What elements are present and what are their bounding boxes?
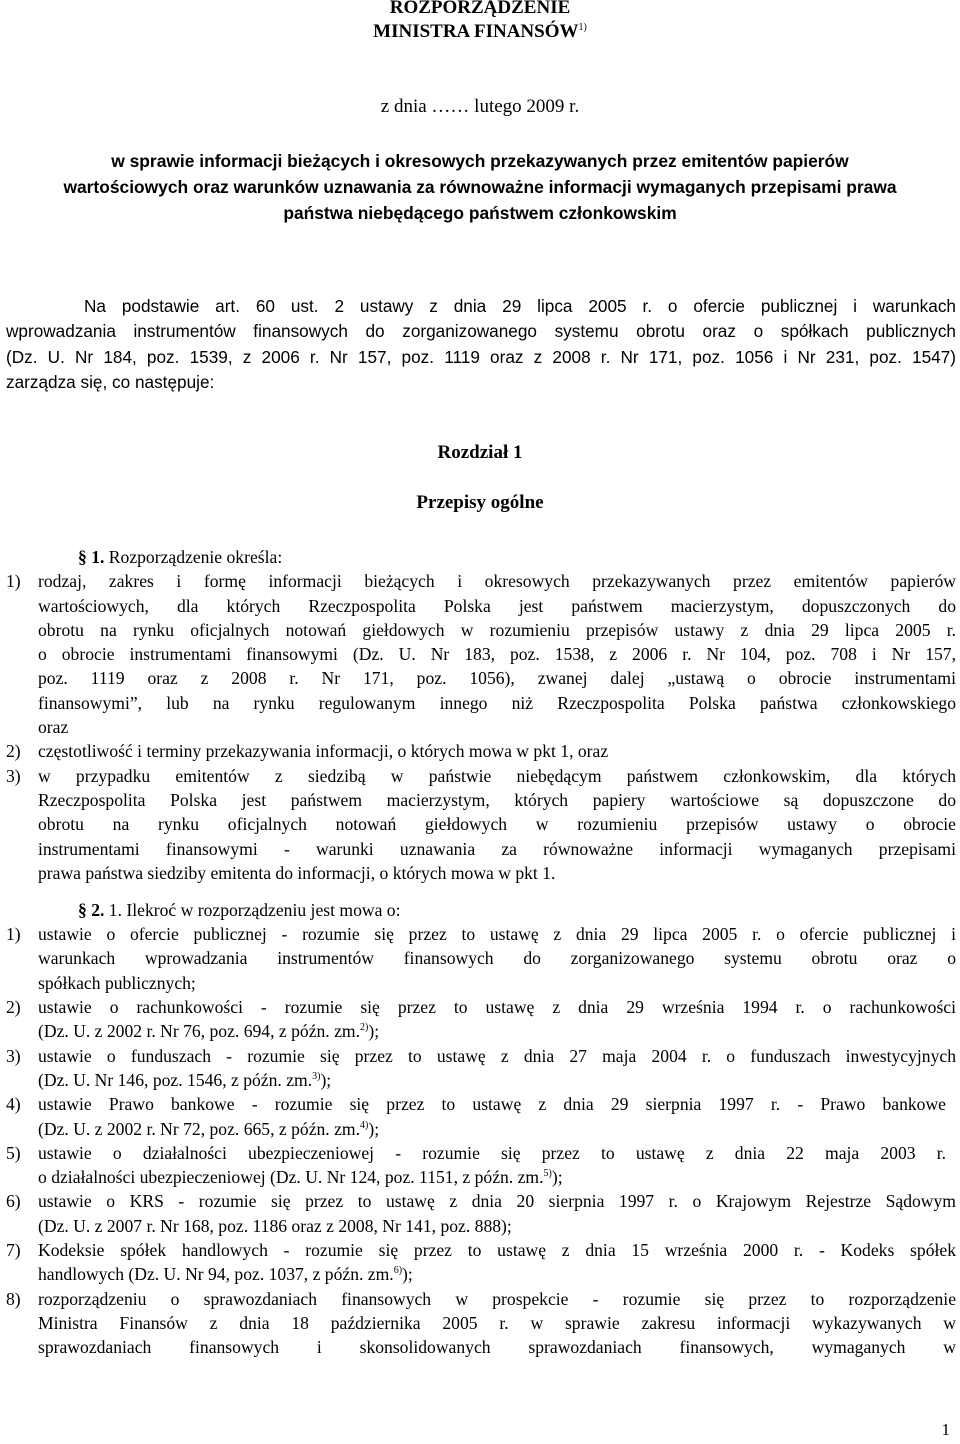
preamble-line: wprowadzania instrumentów finansowych do zorganizowanego systemu obrotu oraz o spółkach publicznych: [6, 321, 956, 341]
item-line: ustawie Prawo bankowe - rozumie się przez to ustawę z dnia 29 sierpnia 1997 r. - Prawo bankowe: [38, 1094, 946, 1114]
item-line: ustawie o działalności ubezpieczeniowej - rozumie się przez to ustawę z dnia 22 maja 2003 r.: [38, 1143, 946, 1163]
document-title: ROZPORZĄDZENIE: [389, 0, 571, 18]
section-number: § 2.: [78, 900, 105, 920]
item-line: instrumentami finansowymi - warunki uznawania za równoważne informacji wymaganych przepisami: [38, 839, 956, 859]
subject-line: w sprawie informacji bieżących i okresowych przekazywanych przez emitentów papierów: [111, 151, 849, 171]
section-number: § 1.: [78, 547, 105, 567]
preamble-line: (Dz. U. Nr 184, poz. 1539, z 2006 r. Nr 157, poz. 1119 oraz z 2008 r. Nr 171, poz. 1056 i Nr 231, poz. 1547): [6, 347, 956, 367]
item-line: wartościowych, dla których Rzeczpospolita Polska jest państwem macierzystym, dopuszczonych do: [38, 596, 956, 616]
preamble-line: zarządza się, co następuje:: [6, 372, 215, 392]
document-subject: [6, 148, 954, 226]
item-line: ustawie o funduszach - rozumie się przez to ustawę z dnia 27 maja 2004 r. o funduszach inwestycyjnych: [38, 1046, 956, 1066]
item-line-text: (Dz. U. z 2002 r. Nr 72, poz. 665, z późn. zm.: [38, 1119, 360, 1139]
item-line-text: handlowych (Dz. U. Nr 94, poz. 1037, z późn. zm.: [38, 1264, 394, 1284]
item-line: Ministra Finansów z dnia 18 października 2005 r. w sprawie zakresu informacji wykazywanych w: [38, 1313, 956, 1333]
document-issuer: [0, 21, 960, 43]
subject-line: państwa niebędącego państwem członkowskim: [283, 203, 677, 223]
item-number: 3): [6, 1046, 21, 1066]
footnote-ref: 1): [578, 22, 587, 33]
footnote-ref: 6): [393, 1265, 403, 1276]
section-1-heading: [78, 547, 282, 568]
page-number: 1: [941, 1420, 950, 1439]
item-line: rodzaj, zakres i formę informacji bieżących i okresowych przekazywanych przez emitentów papierów: [38, 571, 956, 591]
item-number: 6): [6, 1191, 21, 1211]
item-line: [38, 1070, 956, 1091]
item-line: [38, 1264, 956, 1285]
item-line-tail: );: [368, 1119, 380, 1139]
item-line-tail: );: [402, 1264, 413, 1284]
item-number: 3): [6, 766, 21, 786]
item-line: [38, 1021, 956, 1042]
item-line-text: (Dz. U. z 2002 r. Nr 76, poz. 694, z późn. zm.: [38, 1021, 360, 1041]
subsection-number: 1.: [108, 900, 122, 920]
item-line: [38, 1167, 956, 1188]
item-line: sprawozdaniach finansowych i skonsolidowanych sprawozdaniach finansowych, wymaganych w: [38, 1337, 956, 1357]
item-line: poz. 1119 oraz z 2008 r. Nr 171, poz. 1056), zwanej dalej „ustawą o obrocie instrumentami: [38, 668, 956, 688]
item-line: [38, 1119, 956, 1140]
item-number: 8): [6, 1289, 21, 1309]
footnote-ref: 5): [543, 1168, 552, 1179]
section-2-heading: [78, 900, 400, 921]
chapter-label: Rozdział 1: [437, 442, 523, 463]
item-number: 2): [6, 997, 21, 1017]
preamble-line: Na podstawie art. 60 ust. 2 ustawy z dnia 29 lipca 2005 r. o ofercie publicznej i warunkach: [84, 296, 956, 316]
item-line: prawa państwa siedziby emitenta do informacji, o których mowa w pkt 1.: [38, 863, 556, 883]
item-line: Rzeczpospolita Polska jest państwem macierzystym, których papiery wartościowe są dopuszczone do: [38, 790, 956, 810]
item-line-tail: );: [368, 1021, 380, 1041]
item-line: oraz: [38, 717, 69, 737]
item-line: obrotu na rynku oficjalnych notowań giełdowych w rozumieniu przepisów ustawy o obrocie: [38, 814, 956, 834]
section-intro: Ilekroć w rozporządzeniu jest mowa o:: [126, 900, 401, 920]
item-number: 1): [6, 571, 21, 591]
footnote-ref: 4): [360, 1120, 369, 1131]
item-line-tail: );: [320, 1070, 332, 1090]
item-line: warunkach wprowadzania instrumentów finansowych do zorganizowanego systemu obrotu oraz o: [38, 948, 956, 968]
item-number: 7): [6, 1240, 21, 1260]
item-line-tail: );: [551, 1167, 563, 1187]
item-number: 1): [6, 924, 21, 944]
item-line: o obrocie instrumentami finansowymi (Dz. U. Nr 183, poz. 1538, z 2006 r. Nr 104, poz. 708 i Nr 157,: [38, 644, 956, 664]
item-line-text: o działalności ubezpieczeniowej (Dz. U. Nr 124, poz. 1151, z późn. zm.: [38, 1167, 544, 1187]
item-line-text: (Dz. U. Nr 146, poz. 1546, z późn. zm.: [38, 1070, 313, 1090]
item-line: obrotu na rynku oficjalnych notowań giełdowych w rozumieniu przepisów ustawy z dnia 29 lipca 2005 r.: [38, 620, 956, 640]
subject-line: wartościowych oraz warunków uznawania za równoważne informacji wymaganych przepisami prawa: [63, 177, 897, 197]
issuer-name: MINISTRA FINANSÓW: [373, 21, 579, 42]
item-line: Kodeksie spółek handlowych - rozumie się przez to ustawę z dnia 15 września 2000 r. - Kodeks spółek: [38, 1240, 956, 1260]
item-line: finansowymi”, lub na rynku regulowanym innego niż Rzeczpospolita Polska państwa członkowskiego: [38, 693, 956, 713]
item-line: ustawie o KRS - rozumie się przez to ustawę z dnia 20 sierpnia 1997 r. o Krajowym Rejestrze Sądowym: [38, 1191, 956, 1211]
item-line: częstotliwość i terminy przekazywania informacji, o których mowa w pkt 1, oraz: [38, 741, 609, 761]
item-number: 4): [6, 1094, 21, 1114]
item-line: rozporządzeniu o sprawozdaniach finansowych w prospekcie - rozumie się przez to rozporządzenie: [38, 1289, 956, 1309]
chapter-title: Przepisy ogólne: [416, 492, 544, 513]
item-line: (Dz. U. z 2007 r. Nr 168, poz. 1186 oraz z 2008, Nr 141, poz. 888);: [38, 1216, 512, 1236]
item-line: ustawie o ofercie publicznej - rozumie się przez to ustawę z dnia 29 lipca 2005 r. o ofercie publicznej i: [38, 924, 956, 944]
footnote-ref: 3): [312, 1071, 321, 1082]
section-intro: Rozporządzenie określa:: [108, 547, 283, 567]
item-number: 5): [6, 1143, 21, 1163]
item-line: spółkach publicznych;: [38, 973, 196, 993]
item-line: ustawie o rachunkowości - rozumie się przez to ustawę z dnia 29 września 1994 r. o rachunkowości: [38, 997, 956, 1017]
document-date: z dnia …… lutego 2009 r.: [380, 96, 580, 117]
item-number: 2): [6, 741, 21, 761]
footnote-ref: 2): [360, 1022, 369, 1033]
item-line: w przypadku emitentów z siedzibą w państwie niebędącym państwem członkowskim, dla których: [38, 766, 956, 786]
